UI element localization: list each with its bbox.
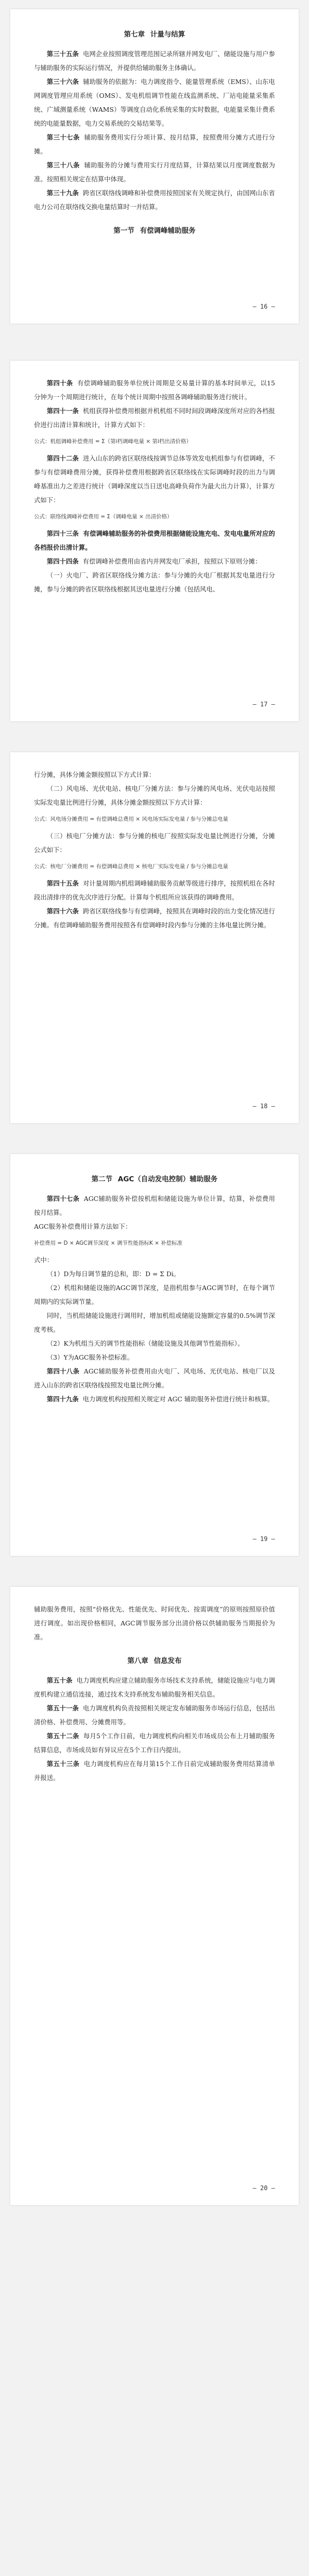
section-title: 第一节 有偿调峰辅助服务 xyxy=(113,227,196,235)
list-item: （3）Y为AGC服务补偿标准。 xyxy=(46,1353,134,1361)
list-item: （2）机组和储能设施的AGC调节深度，是指机组参与AGC调节时，在每个调节周期内的实际调节量。 xyxy=(34,1284,275,1306)
article-37: 第三十七条 辅助服务费用实行分项计算、按月结算，按照费用分摊方式进行分摊。 xyxy=(34,133,275,155)
page-17 xyxy=(10,361,299,721)
formula: 公式：联络线调峰补偿费用 = Σ（调峰电量 × 出清价格） xyxy=(34,514,173,520)
paragraph: AGC服务补偿费用计算方法如下： xyxy=(34,1223,132,1230)
formula: 公式：机组调峰补偿费用 = Σ（第i档调峰电量 × 第i档出清价格） xyxy=(34,438,192,445)
article-43: 第四十三条 有偿调峰辅助服务的补偿费用根据储能设施充电、发电电量所对应的各档报价出清计算。 xyxy=(34,530,275,551)
chapter-title: 第七章 计量与结算 xyxy=(124,30,185,39)
page-number: — 20 — xyxy=(252,2184,275,2192)
article-41: 第四十一条 机组获得补偿费用根据并机机组不同时间段调峰深度所对应的各档报价进行出清计算和统计，计算方式如下： xyxy=(34,407,275,429)
paragraph: 行分摊，具体分摊金额按照以下方式计算： xyxy=(34,771,156,778)
article-42: 第四十二条 进入山东的跨省区联络线按调节总体等效发电机组参与有偿调峰，不参与有偿调峰费用分摊，获得补偿费用根据跨省区联络线在实际调峰时段的出力与调峰基准出力之差进行统计（调峰深度以当日送电高峰负荷作为最大出力计算），计算方式如下： xyxy=(34,454,275,504)
page-number: — 17 — xyxy=(252,701,275,708)
list-item: （二）风电场、光伏电站、核电厂分摊方法：参与分摊的风电场、光伏电站按照实际发电量比例进行分摊，具体分摊金额按照以下方式计算： xyxy=(34,785,275,806)
article-50: 第五十条 电力调度机构应建立辅助服务市场技术支持系统，储能设施应与电力调度机构建立通信连接，通过技术支持系统发布辅助服务相关信息。 xyxy=(34,1676,275,1698)
paragraph: 辅助服务费用，按照“价格优先、性能优先、时间优先、按需调度”的原则按照原价值进行调度。如出现价格相同，AGC调节服务部分出清价格以供辅助服务当期报价为准。 xyxy=(34,1605,275,1641)
formula: 补偿费用 = D × AGC调节深度 × 调节性能指标K × 补偿标准 xyxy=(34,1240,183,1246)
article-46: 第四十六条 跨省区联络线参与有偿调峰，按照其在调峰时段的出力变化情况进行分摊。有偿调峰辅助服务费用按照各有偿调峰时段内参与分摊的主体电量比例分摊。 xyxy=(34,907,275,929)
formula: 公式：核电厂分摊费用 = 有偿调峰总费用 × 核电厂实际发电量 / 参与分摊总电量 xyxy=(34,863,229,870)
page-16 xyxy=(10,9,299,324)
article-44: 第四十四条 有偿调峰补偿费用由省内并网发电厂承担，按照以下原则分摊： xyxy=(46,557,262,565)
page-number: — 16 — xyxy=(252,303,275,310)
article-38: 第三十八条 辅助服务的分摊与费用实行月度结算，计算结果以月度调度数据为准。按照相关规定在结算中体现。 xyxy=(34,161,275,183)
paragraph: 同时，当机组储能设施进行调用时，增加机组或储能设施额定容量的0.5%调节深度考核。 xyxy=(34,1312,275,1333)
formula: 公式：风电场分摊费用 = 有偿调峰总费用 × 风电场实际发电量 / 参与分摊总电量 xyxy=(34,816,229,822)
page-number: — 19 — xyxy=(252,1535,275,1543)
article-51: 第五十一条 电力调度机构负责按照相关规定发布辅助服务市场运行信息，包括出清价格、补偿费用、分摊费用等。 xyxy=(34,1704,275,1726)
article-48: 第四十八条 AGC辅助服务补偿费用由火电厂、风电场、光伏电站、核电厂以及进入山东的跨省区联络线按照发电量比例分摊。 xyxy=(34,1367,275,1389)
page-18 xyxy=(10,752,299,1123)
page-19 xyxy=(10,1154,299,1556)
list-item: （一）火电厂、跨省区联络线分摊方法：参与分摊的火电厂根据其发电量进行分摊，参与分摊的跨省区联络线根据其送电量进行分摊（包括风电、 xyxy=(34,571,275,593)
list-item: （三）核电厂分摊方法：参与分摊的核电厂按照实际发电量比例进行分摊，分摊公式如下： xyxy=(34,832,275,854)
article-49: 第四十九条 电力调度机构按照相关规定对 AGC 辅助服务补偿进行统计和核算。 xyxy=(46,1395,274,1403)
article-36: 第三十六条 辅助服务的依据为：电力调度指令、能量管理系统（EMS）、山东电网调度管理应用系统（OMS）、发电机组调节性能在线监测系统、厂站电能量采集系统、广域测量系统（WAMS）等调度自动化系统采集的实时数据，电能量采集计费系统的电能量数据，电力交易系统的交易结果等。 xyxy=(34,78,275,127)
article-35: 第三十五条 电网企业按照调度管理范围记录所辖并网发电厂、储能设施与用户参与辅助服务的实际运行情况，并提供给辅助服务主体确认。 xyxy=(34,50,275,72)
article-47: 第四十七条 AGC辅助服务补偿按机组和储能设施为单位计算，结算，补偿费用按月结算。 xyxy=(34,1195,275,1216)
page-20 xyxy=(10,1587,299,2205)
article-40: 第四十条 有偿调峰辅助服务单位统计周期是交易量计算的基本时间单元，以15分钟为一个周期进行统计，在每个统计周期中按照各调峰辅助服务进行统计。 xyxy=(34,379,275,401)
article-53: 第五十三条 电力调度机构应在每月第15个工作日前完成辅助服务费用结算清单并报送。 xyxy=(34,1760,275,1782)
article-39: 第三十九条 跨省区联络线调峰和补偿费用按照国家有关规定执行，由国网山东省电力公司在联络线交换电量结算时一并结算。 xyxy=(34,189,275,211)
formula-note: 式中： xyxy=(34,1256,54,1264)
list-item: （1）D为每日调节量的总和，即：D = Σ Di。 xyxy=(46,1270,180,1278)
section-title: 第二节 AGC（自动发电控制）辅助服务 xyxy=(91,1175,218,1183)
page-number: — 18 — xyxy=(252,1103,275,1110)
list-item: （2）K为机组当天的调节性能指标（储能设施及其他调节性能指标）。 xyxy=(46,1340,244,1347)
article-52: 第五十二条 每月5个工作日前，电力调度机构向相关市场成员公布上月辅助服务结算信息，市场成员如有异议应在5个工作日内提出。 xyxy=(34,1732,275,1754)
article-45: 第四十五条 对计量周期内机组调峰辅助服务贡献等级进行排序，按照机组在各时段出清排序的优先次序进行分配。计算每个机组所应该获得的调峰费用。 xyxy=(34,879,275,901)
chapter-title: 第八章 信息发布 xyxy=(127,1657,182,1665)
